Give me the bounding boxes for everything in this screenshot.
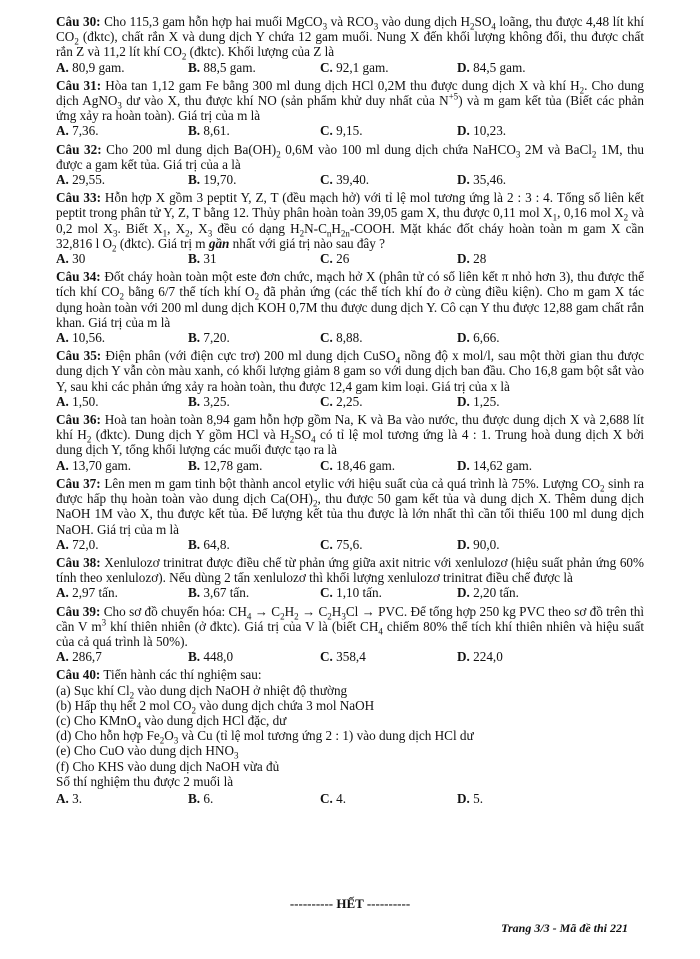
- option-letter: A.: [56, 585, 73, 601]
- answer-option-d: [457, 172, 589, 187]
- option-letter: C.: [320, 649, 337, 665]
- option-text: 9,15.: [336, 123, 363, 139]
- option-text: 8,61.: [203, 123, 230, 139]
- option-letter: C.: [320, 123, 337, 139]
- question-number: Câu 31:: [56, 77, 102, 93]
- option-text: 358,4: [336, 649, 366, 665]
- option-letter: C.: [320, 59, 337, 75]
- answer-option-d: [457, 585, 589, 600]
- answer-option-c: [320, 585, 457, 600]
- option-letter: C.: [320, 251, 337, 267]
- option-text: 7,36.: [72, 123, 99, 139]
- question-38: [56, 555, 644, 601]
- option-letter: C.: [320, 585, 337, 601]
- answer-option-b: [188, 172, 320, 187]
- option-letter: C.: [320, 457, 337, 473]
- option-letter: D.: [457, 393, 474, 409]
- option-text: 224,0: [473, 649, 503, 665]
- option-letter: D.: [457, 59, 474, 75]
- answer-options: [56, 791, 644, 806]
- option-text: 5.: [473, 790, 484, 806]
- option-letter: D.: [457, 457, 474, 473]
- question-33: [56, 190, 644, 266]
- option-letter: A.: [56, 251, 73, 267]
- option-text: 88,5 gam.: [203, 59, 256, 75]
- experiment-item: (e) Cho CuO vào dung dịch $HNO_3$: [56, 743, 239, 761]
- answer-options: [56, 251, 644, 266]
- answer-option-c: [320, 60, 457, 75]
- answer-option-a: [56, 394, 188, 409]
- option-letter: D.: [457, 649, 474, 665]
- option-letter: B.: [188, 172, 204, 188]
- answer-option-b: [188, 649, 320, 664]
- option-letter: A.: [56, 790, 73, 806]
- answer-options: [56, 649, 644, 664]
- answer-option-c: [320, 123, 457, 138]
- option-letter: B.: [188, 251, 204, 267]
- answer-options: [56, 458, 644, 473]
- option-letter: C.: [320, 330, 337, 346]
- question-number: Câu 39:: [56, 603, 101, 619]
- option-text: 8,88.: [336, 330, 363, 346]
- answer-option-a: [56, 791, 188, 806]
- answer-option-d: [457, 123, 589, 138]
- option-text: 10,23.: [473, 123, 507, 139]
- option-text: 64,8.: [203, 536, 230, 552]
- option-text: 2,20 tấn.: [473, 585, 519, 601]
- option-text: 80,9 gam.: [72, 59, 125, 75]
- answer-option-a: [56, 172, 188, 187]
- option-letter: D.: [457, 536, 474, 552]
- answer-option-a: [56, 330, 188, 345]
- option-text: 6.: [203, 790, 214, 806]
- question-text: Câu 39: Cho sơ đồ chuyển hóa: $CH_4 \to C_2H_2 \to C_2H_3Cl$ → PVC. Để tổng hợp 250 kg PVC theo sơ đồ trên thì cần V $m^3$ khí thiên nhiên (ở đktc). Giá trị của V là (biết $CH_4$ chiếm 80% thể tích khí thiên nhiên và hiệu suất của cả quá trình là 50%).: [56, 603, 644, 649]
- answer-option-b: [188, 123, 320, 138]
- option-letter: C.: [320, 790, 337, 806]
- answer-option-b: [188, 537, 320, 552]
- option-text: 3,67 tấn.: [203, 585, 250, 601]
- option-letter: A.: [56, 457, 73, 473]
- answer-option-c: [320, 458, 457, 473]
- option-letter: A.: [56, 330, 73, 346]
- exam-page: [56, 14, 644, 809]
- answer-options: [56, 537, 644, 552]
- answer-options: [56, 585, 644, 600]
- option-letter: C.: [320, 393, 337, 409]
- option-letter: D.: [457, 251, 474, 267]
- option-text: 75,6.: [336, 536, 363, 552]
- option-letter: C.: [320, 536, 337, 552]
- answer-option-b: [188, 394, 320, 409]
- option-text: 1,50.: [72, 393, 99, 409]
- option-text: 6,66.: [473, 330, 500, 346]
- option-text: 2,97 tấn.: [72, 585, 118, 601]
- option-letter: D.: [457, 172, 474, 188]
- experiment-item: (d) Cho hỗn hợp $Fe_2O_3$ và Cu (tỉ lệ mol tương ứng 2 : 1) vào dung dịch HCl dư: [56, 728, 474, 746]
- answer-options: [56, 172, 644, 187]
- option-text: 19,70.: [203, 172, 237, 188]
- option-letter: D.: [457, 585, 474, 601]
- answer-option-a: [56, 60, 188, 75]
- answer-option-b: [188, 60, 320, 75]
- option-text: 2,25.: [336, 393, 363, 409]
- option-letter: B.: [188, 330, 204, 346]
- option-text: 13,70 gam.: [72, 457, 132, 473]
- answer-option-b: [188, 585, 320, 600]
- question-number: Câu 33:: [56, 190, 101, 206]
- answer-option-d: [457, 458, 589, 473]
- question-34: [56, 269, 644, 345]
- option-text: 30: [72, 251, 86, 267]
- option-letter: A.: [56, 649, 73, 665]
- page-info: Trang 3/3 - Mã đề thi 221: [501, 921, 628, 935]
- question-30: [56, 14, 644, 75]
- experiment-item: (b) Hấp thụ hết 2 mol $CO_2$ vào dung dịch chứa 3 mol NaOH: [56, 697, 375, 716]
- question-number: Câu 30:: [56, 14, 101, 29]
- question-number: Câu 32:: [56, 141, 102, 157]
- answer-option-d: [457, 537, 589, 552]
- question-40: [56, 667, 644, 806]
- option-letter: B.: [188, 457, 204, 473]
- option-text: 28: [473, 251, 487, 267]
- answer-option-a: [56, 649, 188, 664]
- answer-option-d: [457, 791, 589, 806]
- answer-option-c: [320, 172, 457, 187]
- question-31: [56, 78, 644, 139]
- question-number: Câu 38:: [56, 554, 101, 570]
- question-32: [56, 142, 644, 188]
- option-text: 7,20.: [203, 330, 230, 346]
- answer-option-c: [320, 394, 457, 409]
- answer-option-d: [457, 251, 589, 266]
- option-text: 14,62 gam.: [473, 457, 533, 473]
- answer-option-d: [457, 394, 589, 409]
- option-letter: B.: [188, 123, 204, 139]
- question-text: Câu 36: Hoà tan hoàn toàn 8,94 gam hỗn hợp gồm Na, K và Ba vào nước, thu được dung dịch X và 2,688 lít khí $H_2$ (đktc). Dung dịch Y gồm HCl và $H_2SO_4$ có tỉ lệ mol tương ứng là 4 : 1. Trung hoà dung dịch X bởi dung dịch Y, tổng khối lượng các muối được tạo ra là: [56, 412, 644, 458]
- answer-options: [56, 60, 644, 75]
- option-text: 4.: [336, 790, 347, 806]
- option-letter: B.: [188, 649, 204, 665]
- experiment-item: (c) Cho KMnO$_4$ vào dung dịch HCl đặc, dư: [56, 712, 287, 731]
- answer-options: [56, 394, 644, 409]
- answer-option-c: [320, 791, 457, 806]
- option-text: 90,0.: [473, 536, 500, 552]
- end-marker: ---------- HẾT ----------: [289, 896, 411, 911]
- option-letter: D.: [457, 123, 474, 139]
- question-text: Câu 33: Hỗn hợp X gồm 3 peptit Y, Z, T (đều mạch hở) với tỉ lệ mol tương ứng là 2 : 3 : 4. Tổng số liên kết peptit trong phân tử Y, Z, T bằng 12. Thủy phân hoàn toàn 39,05 gam X, thu được 0,11 mol $X_1$, 0,16 mol $X_2$ và 0,2 mol $X_3$. Biết $X_1$, $X_2$, $X_3$ đều có dạng $H_2N-C_nH_{2n}$-COOH. Mặt khác đốt cháy hoàn toàn m gam X cần 32,816 l $O_2$ (đktc). Giá trị m gần nhất với giá trị nào sau đây ?: [56, 190, 645, 254]
- option-letter: A.: [56, 393, 73, 409]
- question-number: Câu 34:: [56, 269, 101, 285]
- answer-option-c: [320, 251, 457, 266]
- option-text: 18,46 gam.: [336, 457, 396, 473]
- question-37: [56, 476, 644, 552]
- question-text: Câu 35: Điện phân (với điện cực trơ) 200 ml dung dịch CuSO$_4$ nồng độ x mol/l, sau một thời gian thu được dung dịch Y vẫn còn màu xanh, có khối lượng giảm 8 gam so với dung dịch ban đầu. Cho 16,8 gam bột sắt vào Y, sau khi các phản ứng xảy ra hoàn toàn, thu được 12,4 gam kim loại. Giá trị của x là: [56, 348, 645, 394]
- answer-option-c: [320, 537, 457, 552]
- option-letter: B.: [188, 536, 204, 552]
- question-35: [56, 348, 644, 409]
- option-text: 3,25.: [203, 393, 230, 409]
- answer-options: [56, 123, 644, 138]
- option-text: 72,0.: [72, 536, 99, 552]
- answer-option-b: [188, 791, 320, 806]
- option-text: 10,56.: [72, 330, 106, 346]
- option-letter: A.: [56, 59, 73, 75]
- option-letter: B.: [188, 393, 204, 409]
- question-text: Câu 34: Đốt cháy hoàn toàn một este đơn chức, mạch hở X (phân tử có số liên kết π nhỏ hơn 3), thu được thể tích khí $CO_2$ bằng 6/7 thể tích khí $O_2$ đã phản ứng (các thể tích khí đo ở cùng điều kiện). Cho m gam X tác dụng hoàn toàn với 200 ml dung dịch KOH 0,7M thu được dung dịch Y. Cô cạn Y thu được 12,88 gam chất rắn khan. Giá trị của m là: [56, 269, 645, 330]
- question-36: [56, 412, 644, 473]
- option-text: 448,0: [203, 649, 234, 665]
- option-text: 92,1 gam.: [336, 59, 389, 75]
- question-text: Câu 38: Xenlulozơ trinitrat được điều chế từ phản ứng giữa axit nitric với xenlulozơ (hiệu suất phản ứng 60% tính theo xenlulozơ). Nếu dùng 2 tấn xenlulozơ thì khối lượng xenlulozơ trinitrat điều chế được là: [56, 554, 644, 586]
- option-text: 35,46.: [473, 172, 507, 188]
- option-letter: A.: [56, 536, 73, 552]
- option-letter: A.: [56, 172, 73, 188]
- question-text: Câu 31: Hòa tan 1,12 gam Fe bằng 300 ml dung dịch HCl 0,2M thu được dung dịch X và khí $H_2$. Cho dung dịch AgNO$_3$ dư vào X, thu được khí NO (sản phẩm khử duy nhất của $N^{+5}$) và m gam kết tủa (Biết các phản ứng xảy ra hoàn toàn). Giá trị của m là: [56, 77, 645, 124]
- option-text: 84,5 gam.: [473, 59, 526, 75]
- option-text: 1,10 tấn.: [336, 585, 382, 601]
- option-text: 12,78 gam.: [203, 457, 263, 473]
- option-text: 286,7: [72, 649, 102, 665]
- answer-option-a: [56, 458, 188, 473]
- question-number: Câu 40:: [56, 667, 101, 683]
- question-number: Câu 36:: [56, 412, 101, 428]
- question-number: Câu 35:: [56, 348, 102, 364]
- answer-option-a: [56, 123, 188, 138]
- answer-option-b: [188, 330, 320, 345]
- option-text: 1,25.: [473, 393, 500, 409]
- option-letter: D.: [457, 790, 474, 806]
- answer-option-d: [457, 60, 589, 75]
- experiment-item: (f) Cho KHS vào dung dịch NaOH vừa đủ: [56, 758, 280, 774]
- answer-option-a: [56, 537, 188, 552]
- question-39: [56, 604, 644, 665]
- answer-option-a: [56, 251, 188, 266]
- answer-options: [56, 330, 644, 345]
- answer-option-b: [188, 458, 320, 473]
- option-letter: B.: [188, 585, 204, 601]
- answer-option-c: [320, 649, 457, 664]
- question-text: Câu 37: Lên men m gam tinh bột thành ancol etylic với hiệu suất của cả quá trình là 75%. Lượng $CO_2$ sinh ra được hấp thụ hoàn toàn vào dung dịch $Ca(OH)_2$, thu được 50 gam kết tủa và dung dịch X. Thêm dung dịch NaOH 1M vào X, thu được kết tủa. Để lượng kết tủa thu được là lớn nhất thì cần tối thiểu 100 ml dung dịch NaOH. Giá trị của m là: [56, 475, 644, 537]
- option-text: 26: [336, 251, 350, 267]
- option-letter: A.: [56, 123, 73, 139]
- option-text: 29,55.: [72, 172, 106, 188]
- option-letter: C.: [320, 172, 337, 188]
- question-text: Câu 40: Tiến hành các thí nghiệm sau:: [56, 667, 262, 683]
- question-number: Câu 37:: [56, 475, 101, 491]
- option-letter: D.: [457, 330, 474, 346]
- answer-option-b: [188, 251, 320, 266]
- experiment-item: (a) Sục khí $Cl_2$ vào dung dịch NaOH ở nhiệt độ thường: [56, 682, 348, 701]
- option-text: 39,40.: [336, 172, 370, 188]
- option-text: 31: [203, 251, 217, 267]
- answer-option-d: [457, 330, 589, 345]
- option-text: 3.: [72, 790, 83, 806]
- option-letter: B.: [188, 790, 204, 806]
- question-prompt: Số thí nghiệm thu được 2 muối là: [56, 773, 234, 789]
- option-letter: B.: [188, 59, 204, 75]
- answer-option-a: [56, 585, 188, 600]
- answer-option-d: [457, 649, 589, 664]
- answer-option-c: [320, 330, 457, 345]
- question-text: Câu 32: Cho 200 ml dung dịch $Ba(OH)_2$ 0,6M vào 100 ml dung dịch chứa NaHCO$_3$ 2M và BaCl$_2$ 1M, thu được a gam kết tủa. Giá trị của a là: [56, 141, 645, 172]
- question-text: Câu 30: Cho 115,3 gam hỗn hợp hai muối MgCO$_3$ và $RCO_3$ vào dung dịch $H_2SO_4$ loãng, thu được 4,48 lít khí $CO_2$ (đktc), chất rắn X và dung dịch Y chứa 12 gam muối. Nung X đến khối lượng không đổi, thu được chất rắn Z và 11,2 lít khí $CO_2$ (đktc). Khối lượng của Z là: [56, 14, 645, 63]
